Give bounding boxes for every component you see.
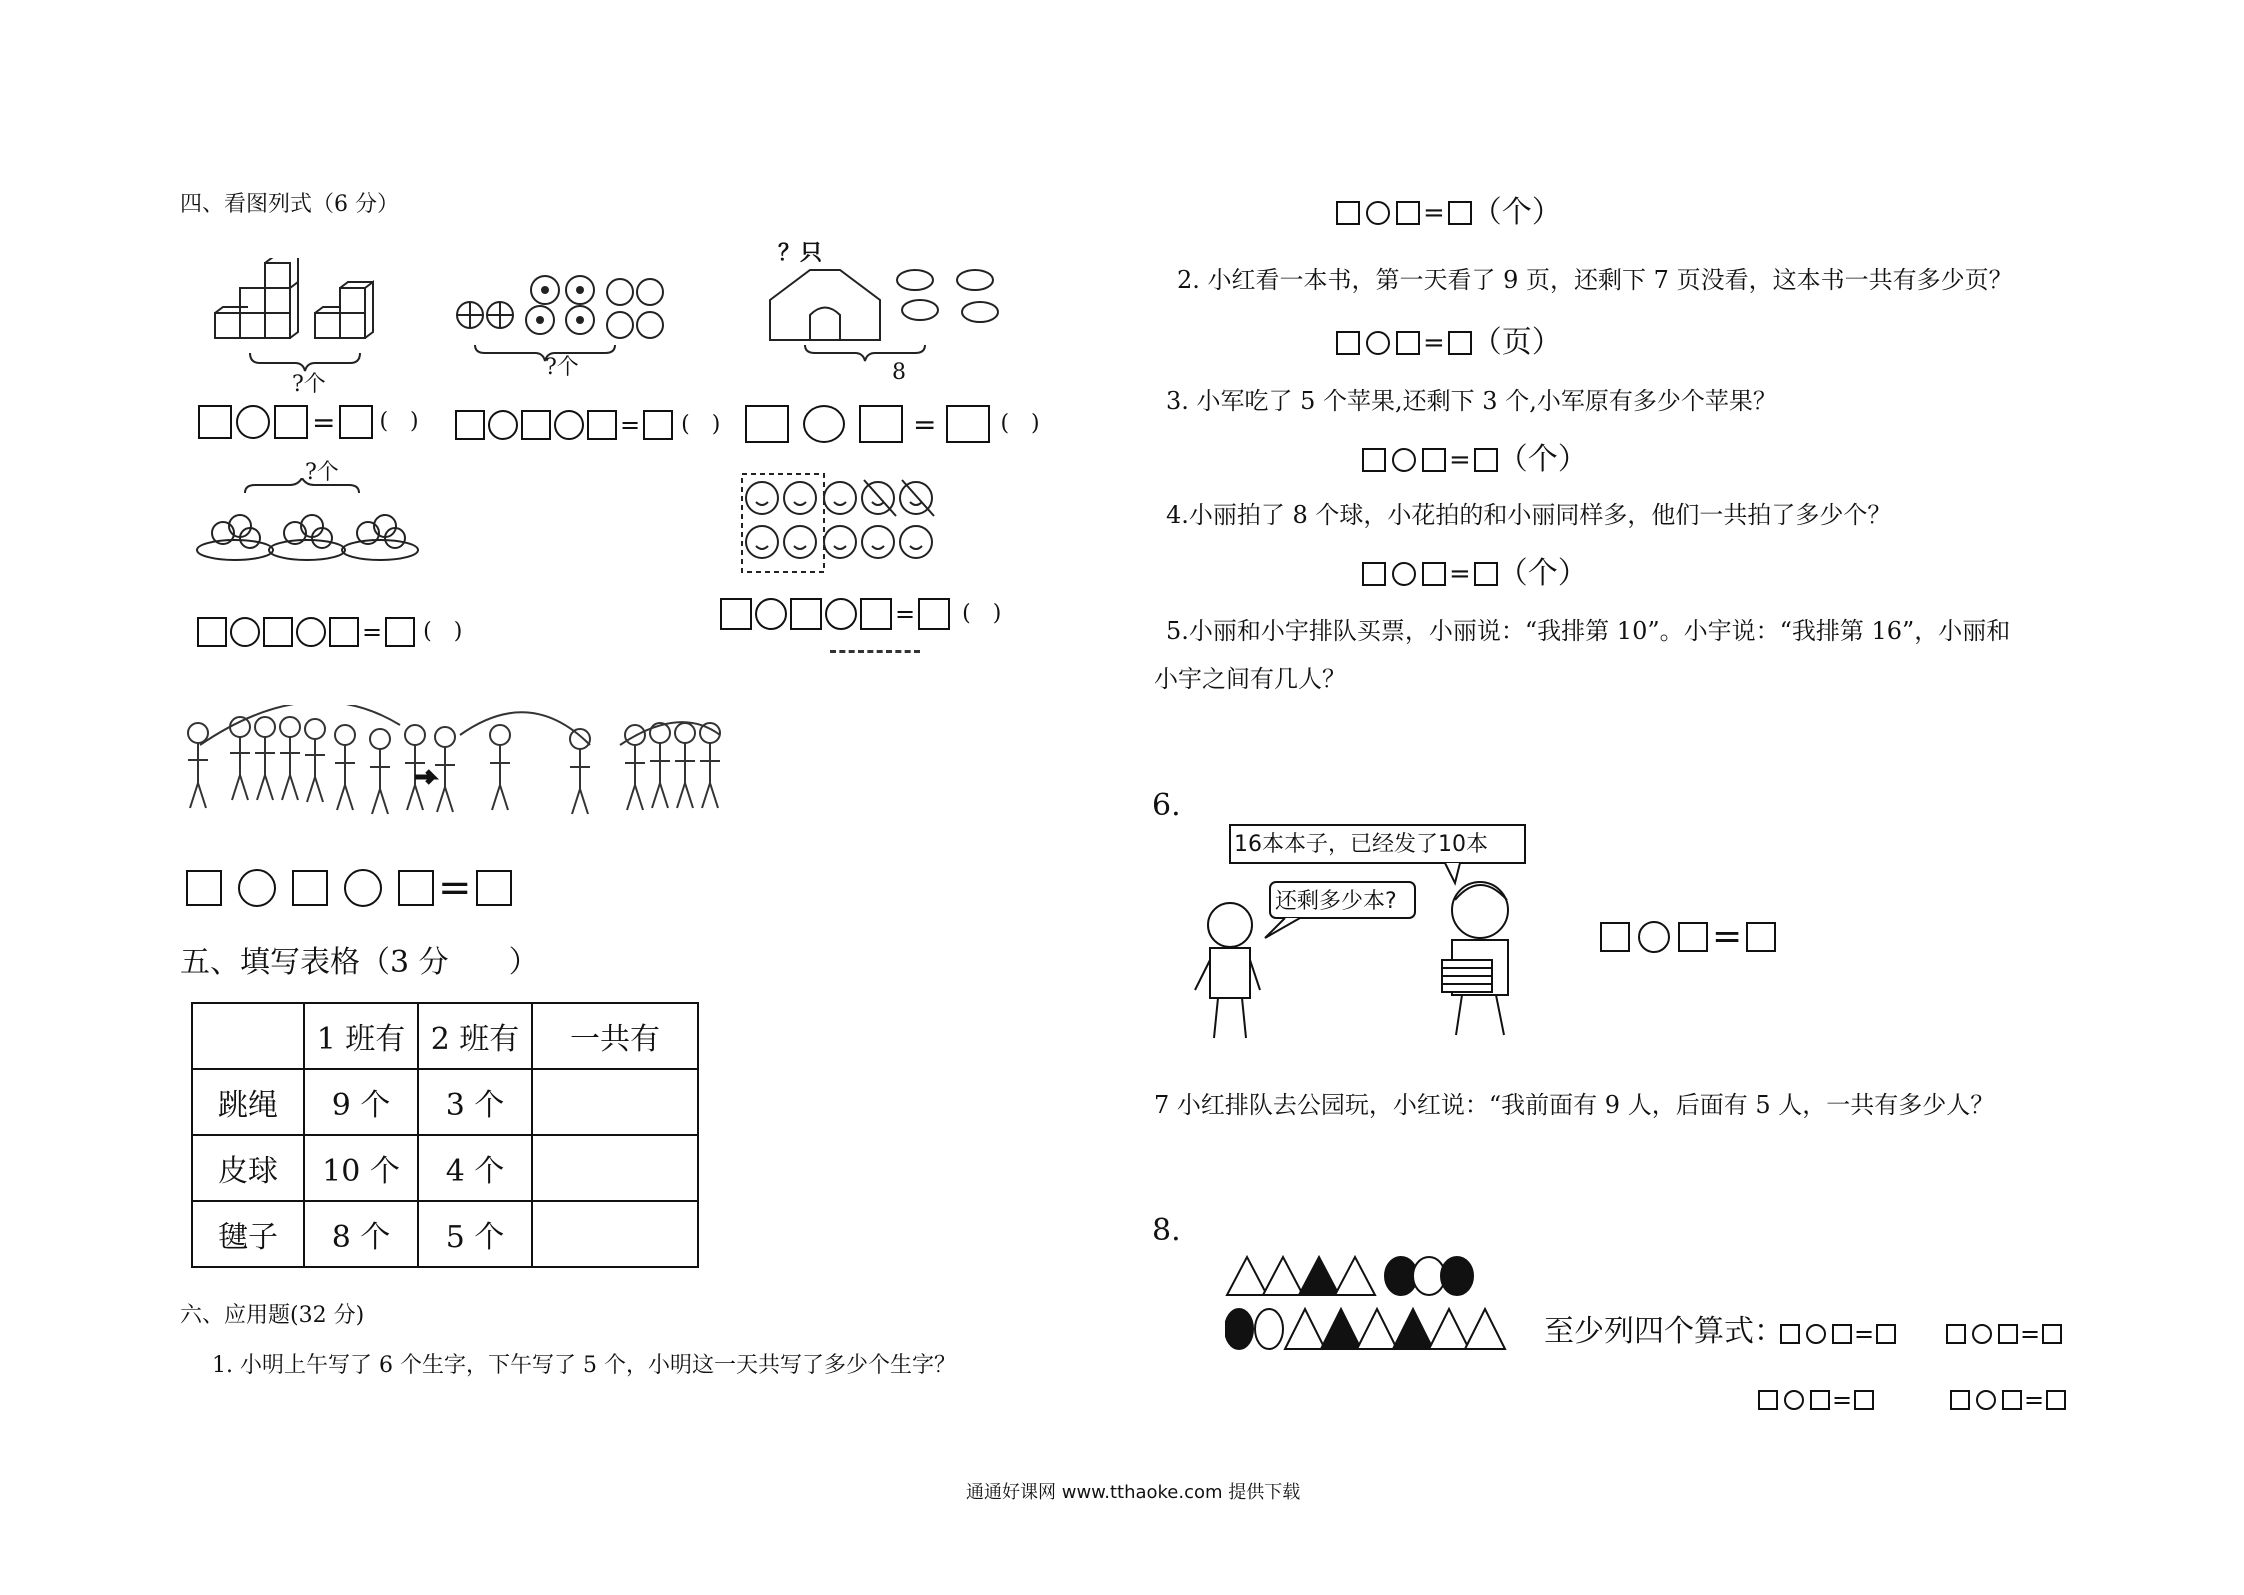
cubes-illustration <box>205 258 405 388</box>
table-cell: 9 个 <box>304 1069 418 1135</box>
table-header-cell: 一共有 <box>532 1003 698 1069</box>
answer-box[interactable] <box>1678 922 1708 952</box>
answer-box[interactable] <box>1746 922 1776 952</box>
equals-sign: = <box>312 405 336 439</box>
picture3-bottom-label: 8 <box>892 360 906 385</box>
table-answer-cell[interactable] <box>532 1135 698 1201</box>
answer-box[interactable] <box>1946 1324 1966 1344</box>
answer-box[interactable] <box>476 870 512 906</box>
table-cell: 10 个 <box>304 1135 418 1201</box>
answer-box[interactable] <box>2042 1324 2062 1344</box>
equals-sign: = <box>1712 916 1743 957</box>
answer-box[interactable] <box>1448 201 1472 225</box>
picture4-label: ?个 <box>305 460 339 485</box>
picture2-label: ?个 <box>545 355 579 380</box>
table-row <box>192 1069 698 1135</box>
answer-box[interactable] <box>643 410 673 440</box>
equals-sign: = <box>1423 198 1445 228</box>
answer-box[interactable] <box>587 410 617 440</box>
table-cell: 5 个 <box>418 1201 532 1267</box>
jump-rope-children-illustration <box>180 705 730 830</box>
equation-q2 <box>1336 325 1562 361</box>
unit-label: （个） <box>1497 442 1588 477</box>
operator-circle[interactable] <box>1784 1390 1804 1410</box>
table-row <box>192 1135 698 1201</box>
unit-paren: ( ) <box>681 412 721 437</box>
unit-paren: ( ) <box>423 619 463 644</box>
operator-circle[interactable] <box>1806 1324 1826 1344</box>
equation-q8-3 <box>1758 1386 1874 1414</box>
operator-circle[interactable] <box>755 598 787 630</box>
equation-q8-4 <box>1950 1386 2066 1414</box>
footer-text: 通通好课网 www.tthaoke.com 提供下载 <box>966 1482 1301 1503</box>
unit-paren: ( ) <box>962 601 1002 626</box>
equation-q8-1 <box>1780 1320 1896 1348</box>
answer-box[interactable] <box>918 598 950 630</box>
operator-circle[interactable] <box>554 410 584 440</box>
equation-q8-2 <box>1946 1320 2062 1348</box>
operator-circle[interactable] <box>296 617 326 647</box>
answer-box[interactable] <box>1780 1324 1800 1344</box>
question-5-line1: 5.小丽和小宇排队买票，小丽说：“我排第 10”。小宇说：“我排第 16”，小丽和 <box>1166 617 2011 645</box>
table-header-cell: 1 班有 <box>304 1003 418 1069</box>
equals-sign: = <box>1449 559 1471 589</box>
answer-box[interactable] <box>1758 1390 1778 1410</box>
answer-box[interactable] <box>329 617 359 647</box>
section-four-title: 四、看图列式（6 分） <box>180 192 399 217</box>
arrow-icon <box>415 771 433 783</box>
answer-box[interactable] <box>455 410 485 440</box>
answer-box[interactable] <box>1950 1390 1970 1410</box>
operator-circle[interactable] <box>1638 921 1670 953</box>
operator-circle[interactable] <box>825 598 857 630</box>
answer-box[interactable] <box>1362 448 1386 472</box>
answer-box[interactable] <box>859 405 903 443</box>
question-8-number: 8. <box>1152 1213 1181 1248</box>
unit-label: （个） <box>1497 556 1588 591</box>
answer-box[interactable] <box>521 410 551 440</box>
answer-box[interactable] <box>1422 562 1446 586</box>
answer-box[interactable] <box>385 617 415 647</box>
answer-box[interactable] <box>263 617 293 647</box>
question-6-number: 6. <box>1152 788 1181 823</box>
table-cell: 皮球 <box>192 1135 304 1201</box>
answer-box[interactable] <box>186 870 222 906</box>
answer-box[interactable] <box>1474 562 1498 586</box>
answer-box[interactable] <box>198 405 232 439</box>
operator-circle[interactable] <box>238 869 276 907</box>
answer-box[interactable] <box>790 598 822 630</box>
equals-sign: = <box>362 618 383 646</box>
score-table <box>191 1002 699 1268</box>
unit-label: （页） <box>1471 325 1562 360</box>
answer-box[interactable] <box>1600 922 1630 952</box>
answer-box[interactable] <box>1854 1390 1874 1410</box>
operator-circle[interactable] <box>1366 331 1390 355</box>
operator-circle[interactable] <box>1392 448 1416 472</box>
answer-box[interactable] <box>946 405 990 443</box>
table-cell: 跳绳 <box>192 1069 304 1135</box>
answer-box[interactable] <box>292 870 328 906</box>
equation-q3 <box>1362 442 1588 478</box>
answer-box[interactable] <box>2002 1390 2022 1410</box>
table-cell: 3 个 <box>418 1069 532 1135</box>
equals-sign: = <box>620 411 641 439</box>
table-row <box>192 1201 698 1267</box>
answer-box[interactable] <box>274 405 308 439</box>
table-cell: 毽子 <box>192 1201 304 1267</box>
equation-q4 <box>1362 556 1588 592</box>
answer-box[interactable] <box>745 405 789 443</box>
picture1-label: ?个 <box>292 372 326 397</box>
answer-box[interactable] <box>1810 1390 1830 1410</box>
equals-sign: = <box>438 865 472 911</box>
operator-circle[interactable] <box>1366 201 1390 225</box>
picture3-top-label: ？只 <box>778 240 823 266</box>
answer-box[interactable] <box>197 617 227 647</box>
answer-box[interactable] <box>1396 331 1420 355</box>
question-7: 7 小红排队去公园玩，小红说：“我前面有 9 人，后面有 5 人，一共有多少人？ <box>1154 1091 1995 1119</box>
shapes-row-illustration <box>1225 1255 1525 1355</box>
question-4: 4.小丽拍了 8 个球，小花拍的和小丽同样多，他们一共拍了多少个？ <box>1166 501 1892 529</box>
question-5-line2: 小宇之间有几人？ <box>1154 665 1346 693</box>
answer-box[interactable] <box>1362 562 1386 586</box>
table-header-cell <box>192 1003 304 1069</box>
answer-box[interactable] <box>860 598 892 630</box>
operator-circle[interactable] <box>488 410 518 440</box>
section-six-title: 六、应用题(32 分) <box>180 1303 365 1328</box>
dashed-divider <box>830 650 920 653</box>
answer-box[interactable] <box>1998 1324 2018 1344</box>
equation-picture1 <box>198 405 419 439</box>
answer-box[interactable] <box>339 405 373 439</box>
answer-box[interactable] <box>1396 201 1420 225</box>
answer-box[interactable] <box>1422 448 1446 472</box>
answer-box[interactable] <box>1474 448 1498 472</box>
answer-box[interactable] <box>1336 331 1360 355</box>
fruit-plates-illustration <box>195 478 420 568</box>
unit-label: （个） <box>1471 195 1562 230</box>
answer-box[interactable] <box>1876 1324 1896 1344</box>
table-cell: 4 个 <box>418 1135 532 1201</box>
table-answer-cell[interactable] <box>532 1069 698 1135</box>
equals-sign: = <box>913 407 937 441</box>
equation-picture4 <box>197 617 462 647</box>
table-answer-cell[interactable] <box>532 1201 698 1267</box>
equals-sign: = <box>2020 1320 2041 1348</box>
equals-sign: = <box>2024 1386 2045 1414</box>
equation-picture5 <box>720 598 1001 630</box>
table-cell: 8 个 <box>304 1201 418 1267</box>
question-2: 2. 小红看一本书，第一天看了 9 页，还剩下 7 页没看，这本书一共有多少页？ <box>1177 266 2013 294</box>
table-header-row <box>192 1003 698 1069</box>
unit-paren: ( ) <box>379 409 419 434</box>
answer-box[interactable] <box>1336 201 1360 225</box>
operator-circle[interactable] <box>230 617 260 647</box>
equation-q1 <box>1336 195 1562 231</box>
equation-jump-rope <box>186 865 512 911</box>
table-header-cell: 2 班有 <box>418 1003 532 1069</box>
question-8-prompt: 至少列四个算式： <box>1544 1314 1784 1349</box>
answer-box[interactable] <box>720 598 752 630</box>
operator-circle[interactable] <box>344 869 382 907</box>
smiley-faces-illustration <box>740 470 940 580</box>
operator-circle[interactable] <box>1976 1390 1996 1410</box>
operator-circle[interactable] <box>803 405 845 443</box>
section-five-title: 五、填写表格（3 分 ） <box>180 945 539 980</box>
answer-box[interactable] <box>2046 1390 2066 1410</box>
equals-sign: = <box>1854 1320 1875 1348</box>
operator-circle[interactable] <box>1972 1324 1992 1344</box>
speech-bubble-teacher: 16本本子，已经发了10本 <box>1234 832 1488 857</box>
question-1: 1. 小明上午写了 6 个生字，下午写了 5 个，小明这一天共写了多少个生字？ <box>212 1353 956 1378</box>
speech-bubble-student: 还剩多少本? <box>1275 889 1397 914</box>
operator-circle[interactable] <box>236 405 270 439</box>
equation-picture2 <box>455 410 720 440</box>
question-3: 3. 小军吃了 5 个苹果,还剩下 3 个,小军原有多少个苹果？ <box>1166 387 1777 415</box>
equals-sign: = <box>895 600 916 628</box>
equals-sign: = <box>1832 1386 1853 1414</box>
unit-paren: ( ) <box>1000 411 1040 436</box>
equals-sign: = <box>1423 328 1445 358</box>
equals-sign: = <box>1449 445 1471 475</box>
answer-box[interactable] <box>1448 331 1472 355</box>
equation-q6 <box>1600 916 1776 957</box>
equation-picture3 <box>745 405 1040 443</box>
answer-box[interactable] <box>398 870 434 906</box>
answer-box[interactable] <box>1832 1324 1852 1344</box>
operator-circle[interactable] <box>1392 562 1416 586</box>
